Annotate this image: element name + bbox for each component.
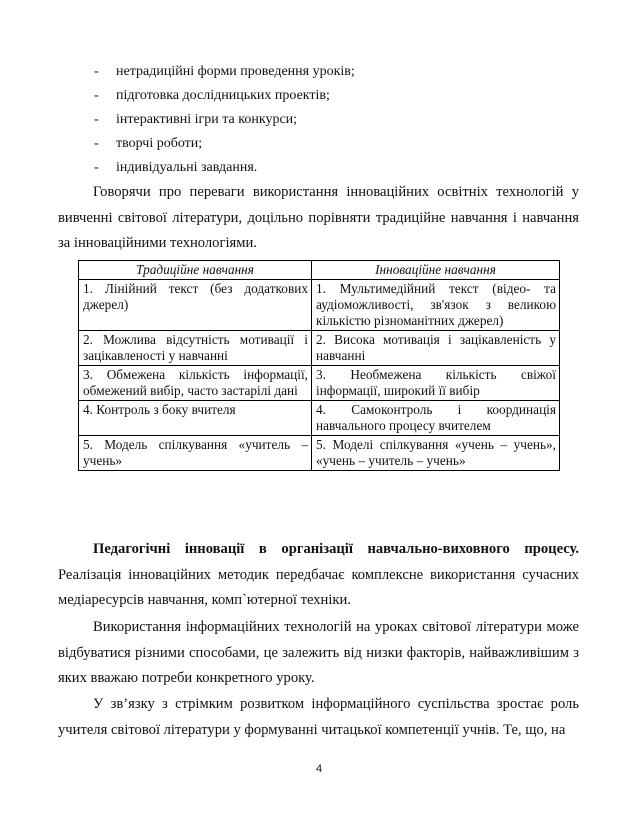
bullet-dash: - xyxy=(94,136,99,151)
bullet-dash: - xyxy=(94,112,99,127)
table-cell: 3. Необмежена кількість свіжої інформації, широкий її вибір xyxy=(312,366,560,401)
section-paragraph xyxy=(58,537,579,614)
bullet-dash: - xyxy=(94,88,99,103)
table-row xyxy=(79,331,560,366)
header-traditional: Традиційне навчання xyxy=(79,261,312,280)
comparison-table xyxy=(78,260,560,471)
bullet-dash: - xyxy=(94,64,99,79)
table-cell: 4. Самоконтроль і координація навчального процесу вчителем xyxy=(312,401,560,436)
table-cell: 3. Обмежена кількість інформації, обмежений вибір, часто застарілі дані xyxy=(79,366,312,401)
table-row xyxy=(79,280,560,331)
section-text: Реалізація інноваційних методик передбачає комплексне використання сучасних медіаресурсів навчання, комп`ютерної техніки. xyxy=(58,566,579,608)
bullet-text: творчі роботи; xyxy=(116,136,203,151)
page-number: 4 xyxy=(315,763,323,775)
bullet-dash: - xyxy=(94,160,99,175)
table-header-row xyxy=(79,261,560,280)
table-cell: 1. Лінійний текст (без додаткових джерел) xyxy=(79,280,312,331)
list-item xyxy=(94,108,574,132)
bullet-text: підготовка дослідницьких проектів; xyxy=(116,88,330,103)
paragraph-3: У зв’язку з стрімким розвитком інформаційного суспільства зростає роль учителя світової літератури у формуванні читацької компетенції учнів. Те, що, на xyxy=(58,696,579,738)
bullet-list xyxy=(94,60,574,180)
intro-paragraph: Говорячи про переваги використання інноваційних освітніх технологій у вивченні світової літератури, доцільно порівняти традиційне навчання і навчання за інноваційними технологіями. xyxy=(58,184,579,251)
list-item xyxy=(94,132,574,156)
table-row xyxy=(79,366,560,401)
table-cell: 2. Висока мотивація і зацікавленість у навчанні xyxy=(312,331,560,366)
table-row xyxy=(79,401,560,436)
table-cell: 5. Моделі спілкування «учень – учень», «учень – учитель – учень» xyxy=(312,436,560,471)
table-row xyxy=(79,436,560,471)
table-cell: 2. Можлива відсутність мотивації і зацікавленості у навчанні xyxy=(79,331,312,366)
list-item xyxy=(94,156,574,180)
header-innovative: Інноваційне навчання xyxy=(312,261,560,280)
table-cell: 1. Мультимедійний текст (відео- та аудіоможливості, зв'язок з великою кількістю різноманітних джерел) xyxy=(312,280,560,331)
paragraph-2: Використання інформаційних технологій на уроках світової літератури може відбуватися різними способами, це залежить від низки факторів, найважливішим з яких вважаю потреби конкретного уроку. xyxy=(58,619,579,686)
list-item xyxy=(94,60,574,84)
bullet-text: нетрадиційні форми проведення уроків; xyxy=(116,64,355,79)
bullet-text: індивідуальні завдання. xyxy=(116,160,258,175)
table-cell: 5. Модель спілкування «учитель – учень» xyxy=(79,436,312,471)
list-item xyxy=(94,84,574,108)
bullet-text: інтерактивні ігри та конкурси; xyxy=(116,112,298,127)
section-title: Педагогічні інновації в організації навчально-виховного процесу. xyxy=(93,541,579,557)
table-cell: 4. Контроль з боку вчителя xyxy=(79,401,312,436)
